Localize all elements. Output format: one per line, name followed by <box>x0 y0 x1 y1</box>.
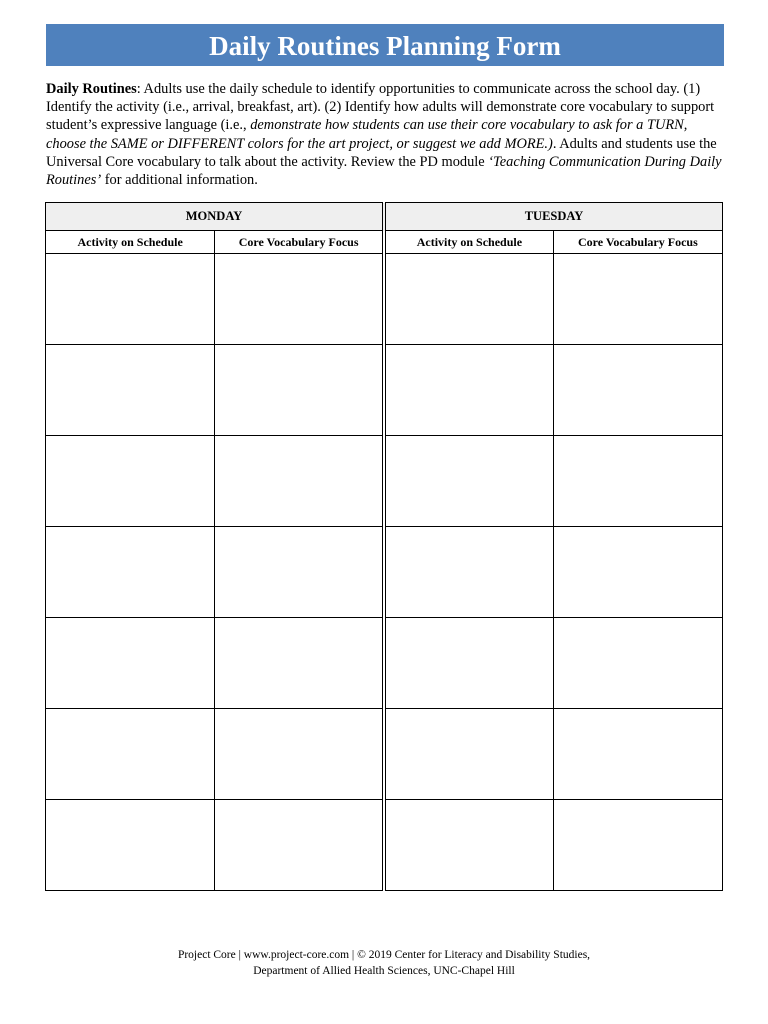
day-header-row <box>46 203 723 231</box>
page-title: Daily Routines Planning Form <box>46 24 724 66</box>
tuesday-vocab-header: Core Vocabulary Focus <box>553 231 722 254</box>
table-row <box>46 254 723 345</box>
column-header-row <box>46 231 723 254</box>
tuesday-vocab-cell[interactable] <box>553 345 722 436</box>
monday-header: MONDAY <box>46 203 385 231</box>
table-row <box>46 527 723 618</box>
tuesday-activity-header: Activity on Schedule <box>384 231 553 254</box>
tuesday-activity-cell[interactable] <box>384 709 553 800</box>
pd-module-title: ‘Teaching Communication During Daily Routines’ <box>46 153 722 189</box>
intro-text-2: . Adults and students use the Universal Core vocabulary to talk about the activity. Review the PD module <box>46 135 717 170</box>
table-row <box>46 709 723 800</box>
monday-vocab-cell[interactable] <box>215 254 384 345</box>
monday-activity-header: Activity on Schedule <box>46 231 215 254</box>
intro-paragraph <box>46 80 728 189</box>
tuesday-vocab-cell[interactable] <box>553 436 722 527</box>
intro-lead: Daily Routines <box>46 81 137 97</box>
intro-example: demonstrate how students can use their core vocabulary to ask for a TURN, choose the SAME or DIFFERENT colors for the art project, or suggest we add MORE.) <box>46 117 688 152</box>
table-row <box>46 800 723 891</box>
tuesday-vocab-cell[interactable] <box>553 527 722 618</box>
monday-vocab-cell[interactable] <box>215 709 384 800</box>
page-footer <box>0 947 768 979</box>
tuesday-activity-cell[interactable] <box>384 436 553 527</box>
table-row <box>46 436 723 527</box>
intro-text-3: for additional information. <box>101 172 258 189</box>
tuesday-vocab-cell[interactable] <box>553 709 722 800</box>
tuesday-activity-cell[interactable] <box>384 254 553 345</box>
footer-line-2: Department of Allied Health Sciences, UNC-Chapel Hill <box>253 965 515 977</box>
monday-activity-cell[interactable] <box>46 345 215 436</box>
tuesday-header: TUESDAY <box>384 203 723 231</box>
monday-activity-cell[interactable] <box>46 254 215 345</box>
monday-activity-cell[interactable] <box>46 436 215 527</box>
monday-vocab-cell[interactable] <box>215 436 384 527</box>
monday-vocab-cell[interactable] <box>215 345 384 436</box>
tuesday-activity-cell[interactable] <box>384 618 553 709</box>
monday-vocab-cell[interactable] <box>215 527 384 618</box>
tuesday-activity-cell[interactable] <box>384 345 553 436</box>
monday-activity-cell[interactable] <box>46 709 215 800</box>
tuesday-vocab-cell[interactable] <box>553 800 722 891</box>
table-row <box>46 345 723 436</box>
tuesday-activity-cell[interactable] <box>384 800 553 891</box>
tuesday-vocab-cell[interactable] <box>553 618 722 709</box>
monday-activity-cell[interactable] <box>46 618 215 709</box>
tuesday-vocab-cell[interactable] <box>553 254 722 345</box>
footer-line-1: Project Core | www.project-core.com | © 2019 Center for Literacy and Disability Studies, <box>177 949 591 961</box>
monday-vocab-cell[interactable] <box>215 618 384 709</box>
planning-table <box>45 202 723 891</box>
tuesday-activity-cell[interactable] <box>384 527 553 618</box>
table-row <box>46 618 723 709</box>
monday-vocab-header: Core Vocabulary Focus <box>215 231 384 254</box>
intro-text-1: : Adults use the daily schedule to identify opportunities to communicate across the school day. (1) Identify the activity (i.e., arrival, breakfast, art). (2) Identify how adults will demonstrate core vocabulary to support student’s expressive language (i.e., <box>46 81 715 134</box>
monday-activity-cell[interactable] <box>46 800 215 891</box>
monday-vocab-cell[interactable] <box>215 800 384 891</box>
monday-activity-cell[interactable] <box>46 527 215 618</box>
